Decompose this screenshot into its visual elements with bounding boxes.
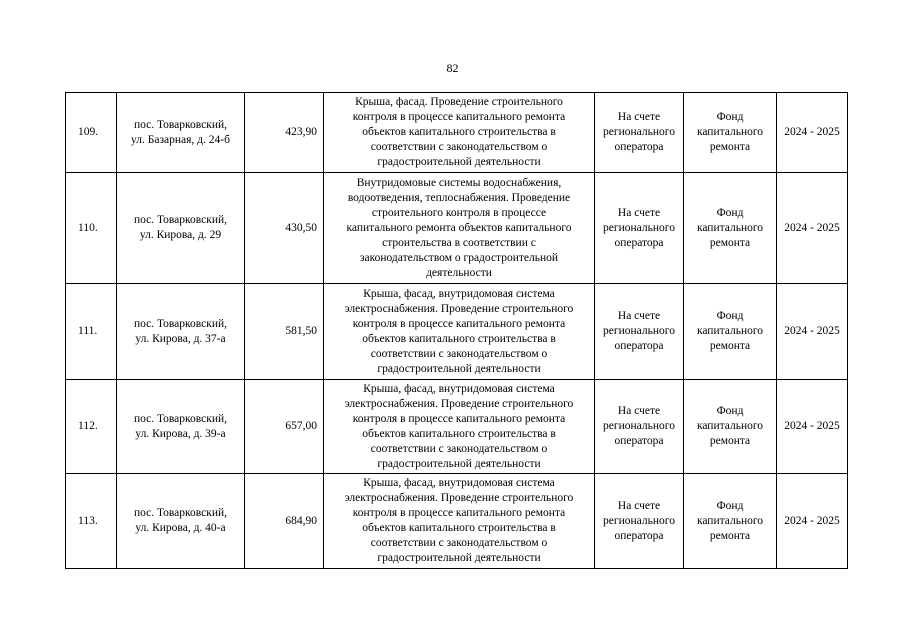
funding-source-cell-line: Фонд xyxy=(716,111,744,123)
funding-source-cell-line: ремонта xyxy=(709,435,751,447)
address-cell-line: ул. Кирова, д. 29 xyxy=(139,229,222,241)
work-description-cell-line: градостроительной деятельности xyxy=(377,457,541,470)
address-cell xyxy=(117,284,245,380)
row-number-cell: 113. xyxy=(66,474,117,569)
work-description-cell-line: Крыша, фасад, внутридомовая система xyxy=(363,287,555,300)
work-description-cell-line: градостроительной деятельности xyxy=(377,552,541,564)
account-cell-line: регионального xyxy=(603,126,675,138)
address-cell-line: ул. Базарная, д. 24-б xyxy=(131,133,230,146)
account-cell-line: регионального xyxy=(603,514,675,527)
funding-source-cell xyxy=(684,474,777,569)
table-row xyxy=(66,284,848,380)
account-cell-line: регионального xyxy=(603,221,675,234)
funding-source-cell-line: Фонд xyxy=(716,310,744,322)
work-description-cell xyxy=(324,380,595,474)
account-cell-line: оператора xyxy=(614,236,664,249)
area-cell: 657,00 xyxy=(245,380,324,474)
work-description-cell-line: объектов капитального строительства в xyxy=(362,522,556,534)
funding-source-cell-line: ремонта xyxy=(709,236,751,249)
page-number: 82 xyxy=(446,61,459,75)
work-description-cell-line: Крыша, фасад, внутридомовая система xyxy=(363,382,555,395)
row-number-cell: 110. xyxy=(66,173,117,284)
funding-source-cell xyxy=(684,173,777,284)
account-cell-line: На счете xyxy=(617,499,661,512)
table-row xyxy=(66,474,848,569)
account-cell-line: На счете xyxy=(617,206,661,219)
row-number-cell: 109. xyxy=(66,93,117,173)
account-cell-line: оператора xyxy=(614,435,664,447)
account-cell-line: На счете xyxy=(617,405,661,417)
address-cell-line: ул. Кирова, д. 40-а xyxy=(135,522,226,534)
work-description-cell-line: контроля в процессе капитального ремонта xyxy=(352,507,566,519)
work-description-cell-line: градостроительной деятельности xyxy=(377,156,541,168)
work-description-cell xyxy=(324,173,595,284)
work-description-cell-line: соответствии с законодательством о xyxy=(370,141,548,153)
address-cell-line: пос. Товарковский, xyxy=(133,118,228,131)
funding-source-cell-line: капитального xyxy=(696,514,764,527)
work-description-cell-line: водоотведения, теплоснабжения. Проведение xyxy=(347,191,571,204)
work-description-cell-line: контроля в процессе капитального ремонта xyxy=(352,317,566,330)
funding-source-cell xyxy=(684,380,777,474)
period-cell: 2024 - 2025 xyxy=(777,173,848,284)
funding-source-cell xyxy=(684,93,777,173)
funding-source-cell-line: Фонд xyxy=(716,405,744,417)
account-cell xyxy=(595,474,684,569)
account-cell-line: На счете xyxy=(617,111,661,123)
work-description-cell-line: законодательством о градостроительной xyxy=(359,251,559,264)
work-description-cell-line: контроля в процессе капитального ремонта xyxy=(352,412,566,425)
account-cell-line: регионального xyxy=(603,325,675,337)
work-description-cell-line: строительства в соответствии с xyxy=(382,236,536,249)
address-cell-line: пос. Товарковский, xyxy=(133,317,228,330)
account-cell xyxy=(595,380,684,474)
work-description-cell-line: градостроительной деятельности xyxy=(377,362,541,375)
address-cell xyxy=(117,173,245,284)
account-cell xyxy=(595,284,684,380)
period-cell: 2024 - 2025 xyxy=(777,474,848,569)
address-cell xyxy=(117,380,245,474)
work-description-cell-line: Внутридомовые системы водоснабжения, xyxy=(356,176,562,189)
work-description-cell-line: электроснабжения. Проведение строительного xyxy=(344,397,574,410)
address-cell-line: пос. Товарковский, xyxy=(133,214,228,226)
row-number-cell: 111. xyxy=(66,284,117,380)
account-cell xyxy=(595,173,684,284)
work-description-cell-line: объектов капитального строительства в xyxy=(362,427,556,440)
area-cell: 684,90 xyxy=(245,474,324,569)
work-description-cell-line: соответствии с законодательством о xyxy=(370,347,548,360)
table-row xyxy=(66,173,848,284)
period-cell: 2024 - 2025 xyxy=(777,93,848,173)
account-cell-line: регионального xyxy=(603,420,675,432)
work-description-cell xyxy=(324,93,595,173)
work-description-cell-line: объектов капитального строительства в xyxy=(362,126,556,138)
address-cell-line: пос. Товарковский, xyxy=(133,412,228,425)
funding-source-cell-line: Фонд xyxy=(716,206,744,219)
work-description-cell-line: соответствии с законодательством о xyxy=(370,442,548,455)
account-cell xyxy=(595,93,684,173)
work-description-cell-line: Крыша, фасад, внутридомовая система xyxy=(363,477,555,489)
table-row xyxy=(66,93,848,173)
address-cell xyxy=(117,474,245,569)
address-cell xyxy=(117,93,245,173)
account-cell-line: оператора xyxy=(614,529,664,542)
works-table xyxy=(65,92,848,569)
area-cell: 423,90 xyxy=(245,93,324,173)
work-description-cell xyxy=(324,474,595,569)
work-description-cell-line: строительного контроля в процессе xyxy=(371,206,547,219)
funding-source-cell-line: капитального xyxy=(696,221,764,234)
area-cell: 430,50 xyxy=(245,173,324,284)
work-description-cell-line: контроля в процессе капитального ремонта xyxy=(352,111,566,123)
row-number-cell: 112. xyxy=(66,380,117,474)
work-description-cell-line: соответствии с законодательством о xyxy=(370,537,548,549)
funding-source-cell-line: капитального xyxy=(696,325,764,337)
period-cell: 2024 - 2025 xyxy=(777,380,848,474)
funding-source-cell-line: ремонта xyxy=(709,141,751,153)
account-cell-line: На счете xyxy=(617,310,661,322)
area-cell: 581,50 xyxy=(245,284,324,380)
work-description-cell-line: Крыша, фасад. Проведение строительного xyxy=(355,96,563,108)
funding-source-cell-line: ремонта xyxy=(709,529,751,542)
funding-source-cell xyxy=(684,284,777,380)
work-description-cell-line: деятельности xyxy=(426,266,492,279)
table-body xyxy=(66,93,848,569)
address-cell-line: пос. Товарковский, xyxy=(133,507,228,519)
table-row xyxy=(66,380,848,474)
funding-source-cell-line: ремонта xyxy=(709,340,751,352)
period-cell: 2024 - 2025 xyxy=(777,284,848,380)
address-cell-line: ул. Кирова, д. 39-а xyxy=(135,427,226,440)
work-description-cell-line: электроснабжения. Проведение строительного xyxy=(344,302,574,315)
work-description-cell-line: электроснабжения. Проведение строительного xyxy=(344,492,574,504)
funding-source-cell-line: капитального xyxy=(696,126,764,138)
funding-source-cell-line: капитального xyxy=(696,420,764,432)
account-cell-line: оператора xyxy=(614,141,664,153)
work-description-cell xyxy=(324,284,595,380)
work-description-cell-line: объектов капитального строительства в xyxy=(362,332,556,345)
funding-source-cell-line: Фонд xyxy=(716,499,744,512)
address-cell-line: ул. Кирова, д. 37-а xyxy=(135,332,226,345)
work-description-cell-line: капитального ремонта объектов капитального xyxy=(346,221,572,234)
account-cell-line: оператора xyxy=(614,340,664,352)
